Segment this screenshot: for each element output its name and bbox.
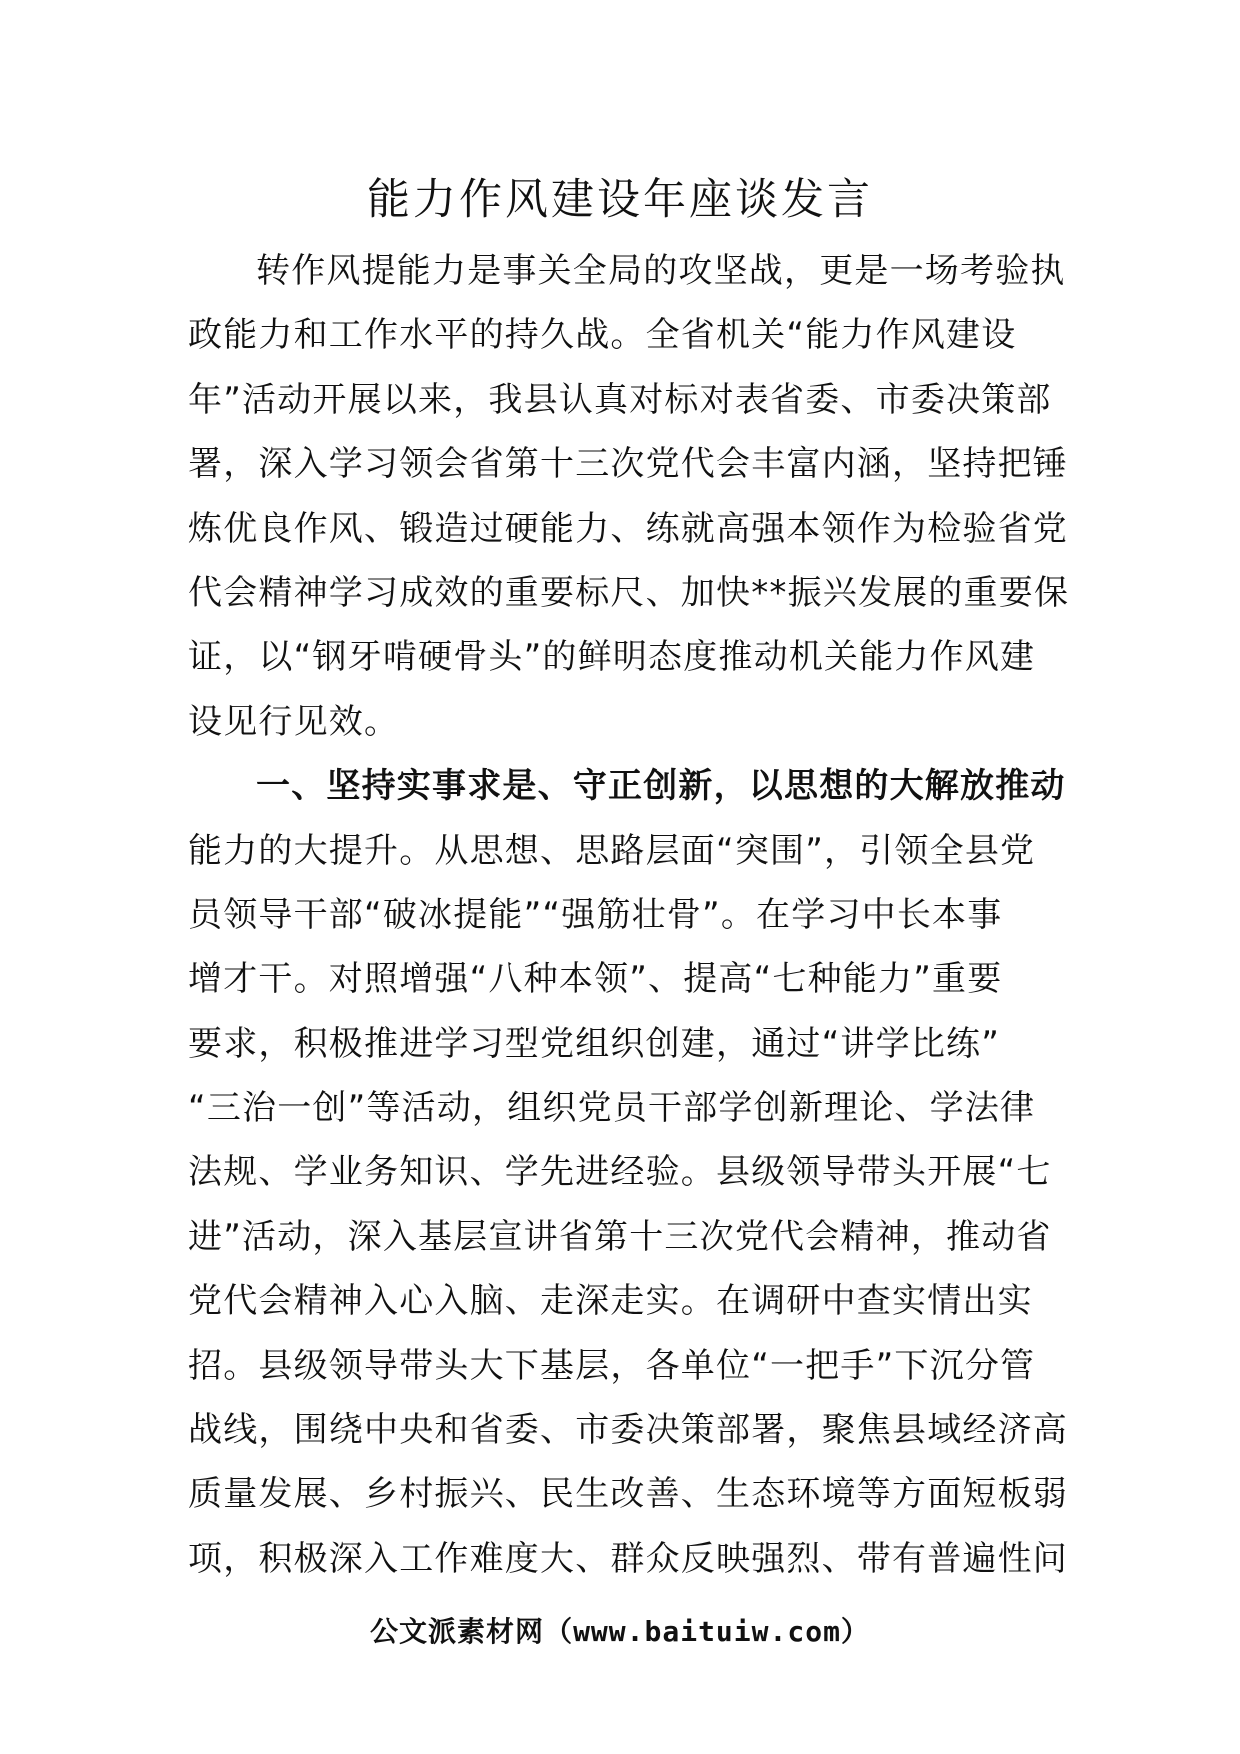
paragraph-line: 员领导干部“破冰提能”“强筋壮骨”。在学习中长本事 xyxy=(188,894,1003,935)
paragraph-line: 炼优良作风、锻造过硬能力、练就高强本领作为检验省党 xyxy=(188,508,1068,549)
paragraph-line: 要求，积极推进学习型党组织创建，通过“讲学比练” xyxy=(188,1023,1001,1064)
footer-site-name: 公文派素材网 xyxy=(370,1615,545,1648)
paragraph-line: 转作风提能力是事关全局的攻坚战，更是一场考验执 xyxy=(256,251,1066,291)
paragraph-line: 招。县级领导带头大下基层，各单位“一把手”下沉分管 xyxy=(188,1345,1036,1386)
paragraph-line: 代会精神学习成效的重要标尺、加快**振兴发展的重要保 xyxy=(188,572,1070,613)
paragraph-line: 增才干。对照增强“八种本领”、提高“七种能力”重要 xyxy=(188,959,1003,1000)
site-footer xyxy=(0,1612,1240,1652)
paragraph-line: 进”活动，深入基层宣讲省第十三次党代会精神，推动省 xyxy=(188,1216,1052,1257)
paragraph-line: 署，深入学习领会省第十三次党代会丰富内涵，坚持把锤 xyxy=(188,444,1068,485)
footer-url[interactable]: （www.baituiw.com） xyxy=(544,1615,870,1648)
paragraph-line: 能力的大提升。从思想、思路层面“突围”，引领全县党 xyxy=(188,830,1036,871)
paragraph-line: 政能力和工作水平的持久战。全省机关“能力作风建设 xyxy=(188,315,1017,356)
paragraph-line: 质量发展、乡村振兴、民生改善、生态环境等方面短板弱 xyxy=(188,1474,1068,1515)
paragraph-line: 战线，围绕中央和省委、市委决策部署，聚焦县域经济高 xyxy=(188,1410,1068,1451)
document-body xyxy=(188,239,1070,1591)
paragraph-line: 党代会精神入心入脑、走深走实。在调研中查实情出实 xyxy=(188,1281,1033,1322)
paragraph-line: 法规、学业务知识、学先进经验。县级领导带头开展“七 xyxy=(188,1152,1052,1193)
paragraph-line: 项，积极深入工作难度大、群众反映强烈、带有普遍性问 xyxy=(188,1538,1068,1579)
section-heading-line: 一、坚持实事求是、守正创新，以思想的大解放推动 xyxy=(256,766,1066,807)
document-title: 能力作风建设年座谈发言 xyxy=(367,175,873,225)
paragraph-line: 证，以“钢牙啃硬骨头”的鲜明态度推动机关能力作风建 xyxy=(188,637,1036,678)
paragraph-line: “三治一创”等活动，组织党员干部学创新理论、学法律 xyxy=(188,1088,1036,1129)
paragraph-line: 年”活动开展以来，我县认真对标对表省委、市委决策部 xyxy=(188,379,1052,420)
paragraph-line: 设见行见效。 xyxy=(188,701,400,742)
